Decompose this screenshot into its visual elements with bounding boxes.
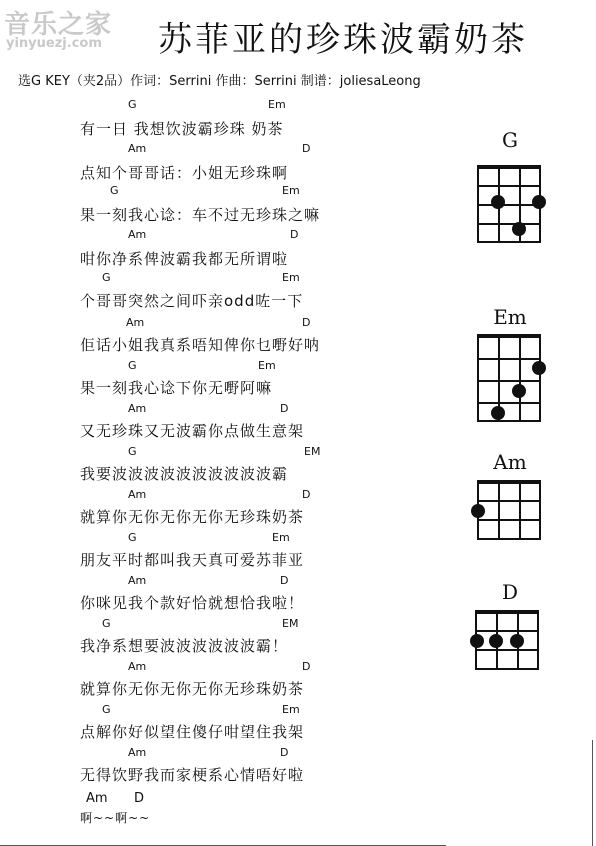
chord-label: Am [86, 791, 108, 806]
chord-label: Am [128, 142, 147, 155]
chord-label: G [102, 617, 111, 630]
chord-label: G [128, 98, 137, 111]
lyric-line: 朋友平时都叫我天真可爱苏菲亚 [80, 551, 305, 569]
chord-diagram-title: D [501, 580, 519, 604]
site-logo [4, 4, 144, 56]
lyric-line: 我净系想要波波波波波波霸！ [80, 637, 289, 655]
lyric-line: 点解你好似望住傻仔咁望住我架 [80, 723, 305, 741]
chord-label: D [280, 402, 289, 415]
chord-label: Am [128, 402, 147, 415]
chord-label: Am [128, 746, 147, 759]
finger-dot [510, 634, 524, 648]
chord-label: Em [258, 359, 276, 372]
finger-dot [489, 634, 503, 648]
lyric-line: 啊~~啊~~ [80, 811, 151, 825]
finger-dot [512, 222, 526, 236]
lyric-line: 有一日 我想饮波霸珍珠 奶茶 [80, 120, 284, 138]
chord-label: G [102, 703, 111, 716]
chord-label: D [302, 488, 311, 501]
chord-label: Am [128, 488, 147, 501]
chord-label: G [110, 184, 119, 197]
chord-diagram-d [475, 610, 539, 670]
chord-label: Em [282, 703, 300, 716]
chord-label: Am [126, 316, 145, 329]
chord-label: D [280, 574, 289, 587]
song-credits: 选G KEY（夹2品）作词：Serrini 作曲：Serrini 制谱：joliesaLeong [18, 74, 421, 89]
finger-dot [512, 384, 526, 398]
finger-dot [532, 195, 546, 209]
lyric-line: 个哥哥突然之间吓亲odd咗一下 [80, 292, 304, 310]
chord-label: Am [128, 574, 147, 587]
lyric-line: 又无珍珠又无波霸你点做生意架 [80, 422, 305, 440]
lyric-line: 就算你无你无你无你无珍珠奶茶 [80, 508, 305, 526]
chord-label: Am [128, 660, 147, 673]
chord-label: D [302, 142, 311, 155]
finger-dot [532, 361, 546, 375]
chord-label: EM [304, 445, 321, 458]
finger-dot [471, 504, 485, 518]
lyric-line: 咁你净系俾波霸我都无所谓啦 [80, 250, 289, 268]
lyric-line: 佢话小姐我真系唔知俾你乜嘢好呐 [80, 336, 321, 354]
finger-dot [491, 195, 505, 209]
finger-dot [470, 634, 484, 648]
chord-label: D [302, 660, 311, 673]
chord-label: G [102, 271, 111, 284]
lyric-line: 我要波波波波波波波波波波霸 [80, 465, 289, 483]
lyric-line: 果一刻我心谂下你无嘢阿嘛 [80, 379, 273, 397]
chord-label: Em [272, 531, 290, 544]
chord-diagram-title: Am [493, 450, 527, 474]
chord-label: Em [282, 271, 300, 284]
finger-dot [491, 406, 505, 420]
page-divider [592, 740, 593, 846]
chord-diagram-g [477, 165, 541, 243]
lyric-line: 点知个哥哥话：小姐无珍珠啊 [80, 164, 289, 182]
chord-diagram-title: Em [493, 305, 527, 329]
lyric-line: 无得饮野我而家梗系心情唔好啦 [80, 766, 305, 784]
chord-diagram-title: G [502, 128, 518, 152]
lyric-line: 就算你无你无你无你无珍珠奶茶 [80, 680, 305, 698]
chord-label: Em [282, 184, 300, 197]
chord-label: D [290, 228, 299, 241]
chord-label: D [302, 316, 311, 329]
logo-chinese-text: 音乐之家 [4, 10, 113, 40]
lyric-line: 果一刻我心谂：车不过无珍珠之嘛 [80, 206, 321, 224]
chord-label: D [134, 791, 145, 806]
chord-label: G [128, 531, 137, 544]
logo-url-text: yinyuezj.com [6, 36, 102, 51]
chord-label: Em [268, 98, 286, 111]
chord-label: Am [128, 228, 147, 241]
chord-diagram-em [477, 334, 541, 422]
chord-label: G [128, 445, 137, 458]
chord-diagram-am [477, 480, 541, 540]
song-title: 苏菲亚的珍珠波霸奶茶 [158, 20, 528, 60]
chord-label: EM [282, 617, 299, 630]
lyric-line: 你咪见我个款好恰就想恰我啦！ [80, 594, 305, 612]
chord-label: G [128, 359, 137, 372]
chord-label: D [280, 746, 289, 759]
